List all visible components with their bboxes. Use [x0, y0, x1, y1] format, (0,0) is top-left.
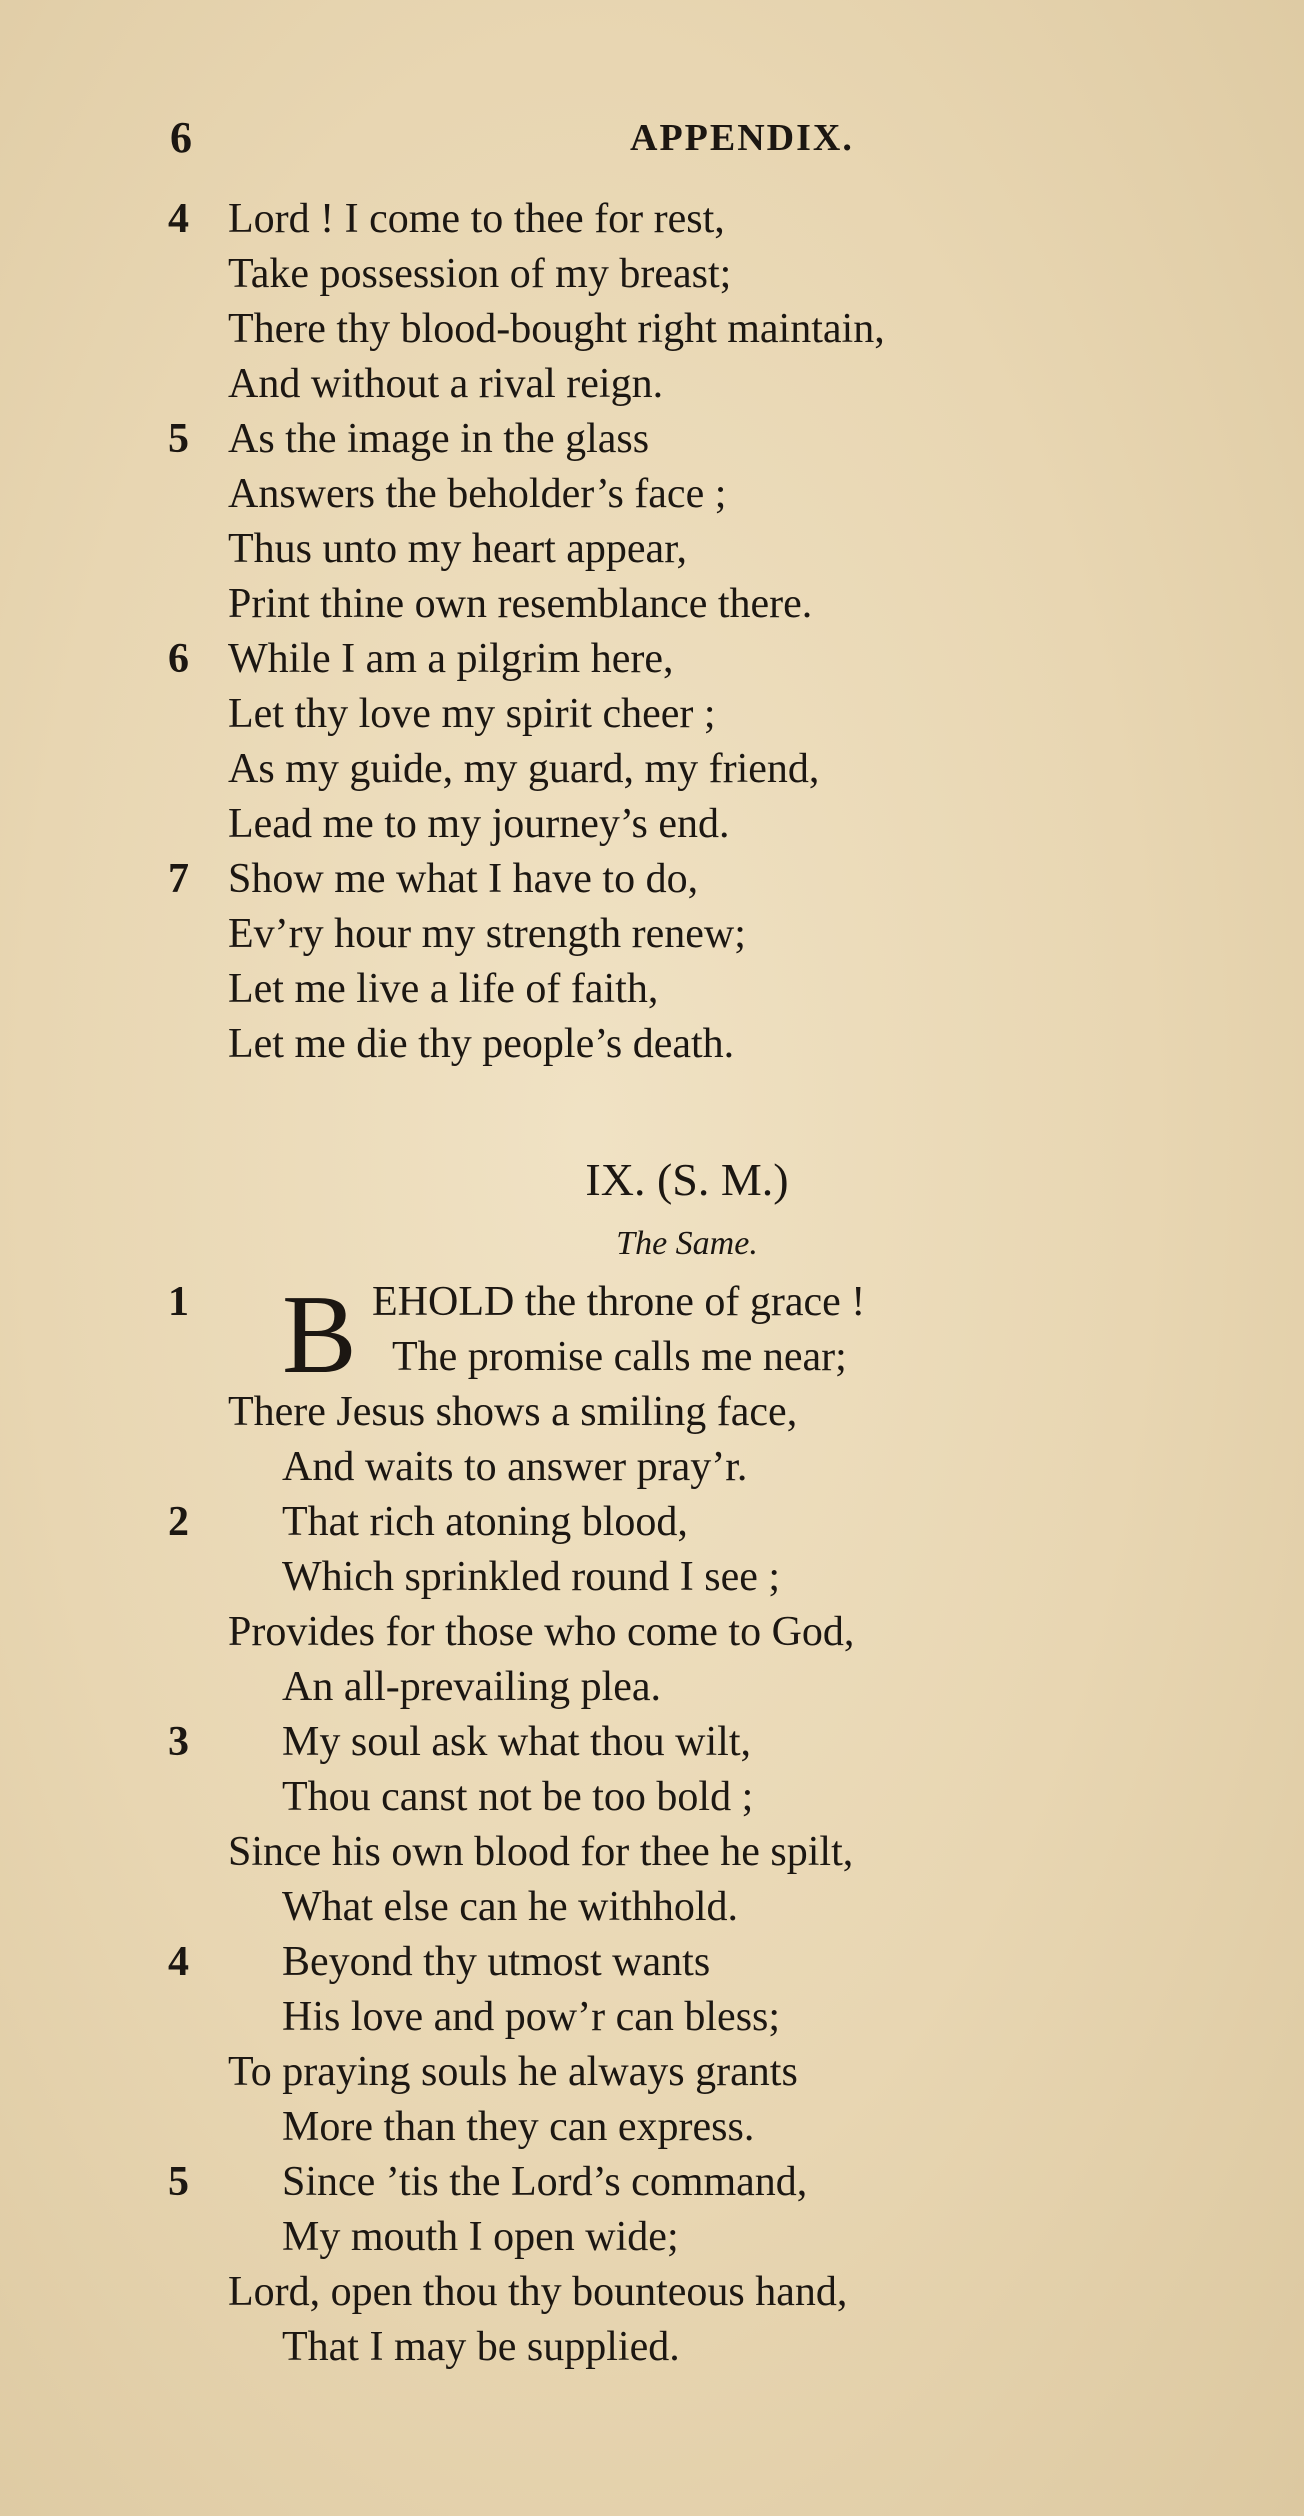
verse-line: As my guide, my guard, my friend,: [228, 746, 820, 792]
verse-number: 3: [168, 1719, 189, 1765]
verse-number: 6: [168, 636, 189, 682]
verse-line: There thy blood-bought right maintain,: [228, 306, 885, 352]
verse-line: Print thine own resemblance there.: [228, 581, 813, 627]
verse-line: Since ’tis the Lord’s command,: [282, 2159, 808, 2205]
verse: [0, 1715, 1304, 1935]
verse-line: And without a rival reign.: [228, 361, 664, 407]
hymn-viii-verses: [0, 192, 1304, 1072]
verse: [0, 2155, 1304, 2375]
page-header: [0, 112, 1304, 172]
verse-line: To praying souls he always grants: [228, 2049, 798, 2095]
verse-line: There Jesus shows a smiling face,: [228, 1389, 798, 1435]
verse-line: Beyond thy utmost wants: [282, 1939, 711, 1985]
verse: [0, 1275, 1304, 1495]
verse-line: EHOLD the throne of grace !: [372, 1279, 866, 1325]
verse-line: Let me live a life of faith,: [228, 966, 659, 1012]
verse-line: His love and pow’r can bless;: [282, 1994, 781, 2040]
verse-line: My soul ask what thou wilt,: [282, 1719, 751, 1765]
verse-line: And waits to answer pray’r.: [282, 1444, 748, 1490]
verse-number: 7: [168, 856, 189, 902]
verse: [0, 632, 1304, 852]
verse-number: 1: [168, 1279, 189, 1325]
verse-line: An all-prevailing plea.: [282, 1664, 662, 1710]
verse-line: While I am a pilgrim here,: [228, 636, 674, 682]
verse-number: 5: [168, 416, 189, 462]
verse-line: Take possession of my breast;: [228, 251, 732, 297]
verse-line: Lead me to my journey’s end.: [228, 801, 730, 847]
hymn-subtitle: The Same.: [616, 1225, 758, 1262]
drop-cap: B: [282, 1273, 357, 1397]
verse-line: Lord, open thou thy bounteous hand,: [228, 2269, 848, 2315]
hymn-title: IX. (S. M.): [585, 1154, 789, 1205]
verse-line: That I may be supplied.: [282, 2324, 680, 2370]
verse-line: Answers the beholder’s face ;: [228, 471, 727, 517]
verse-line: Ev’ry hour my strength renew;: [228, 911, 746, 957]
verse-line: What else can he withhold.: [282, 1884, 739, 1930]
verse: [0, 1935, 1304, 2155]
verse-number: 5: [168, 2159, 189, 2205]
verse-number: 4: [168, 196, 189, 242]
verse-line: Show me what I have to do,: [228, 856, 699, 902]
running-head: APPENDIX.: [630, 117, 854, 159]
verse-line: Since his own blood for thee he spilt,: [228, 1829, 854, 1875]
verse-line: Thus unto my heart appear,: [228, 526, 688, 572]
verse-line: Which sprinkled round I see ;: [282, 1554, 781, 1600]
verse: [0, 192, 1304, 412]
verse-line: My mouth I open wide;: [282, 2214, 679, 2260]
verse: [0, 1495, 1304, 1715]
verse-line: Lord ! I come to thee for rest,: [228, 196, 725, 242]
verse-number: 2: [168, 1499, 189, 1545]
verse-line: Let thy love my spirit cheer ;: [228, 691, 716, 737]
verse-line: More than they can express.: [282, 2104, 755, 2150]
verse: [0, 852, 1304, 1072]
verse-line: Let me die thy people’s death.: [228, 1021, 735, 1067]
verse-line: The promise calls me near;: [392, 1334, 847, 1380]
verse-number: 4: [168, 1939, 189, 1985]
verse-line: As the image in the glass: [228, 416, 650, 462]
verse-line: That rich atoning blood,: [282, 1499, 688, 1545]
hymn-ix-verses: [0, 1275, 1304, 2375]
verse: [0, 412, 1304, 632]
verse-line: Provides for those who come to God,: [228, 1609, 855, 1655]
page-number: 6: [170, 113, 192, 162]
verse-line: Thou canst not be too bold ;: [282, 1774, 754, 1820]
